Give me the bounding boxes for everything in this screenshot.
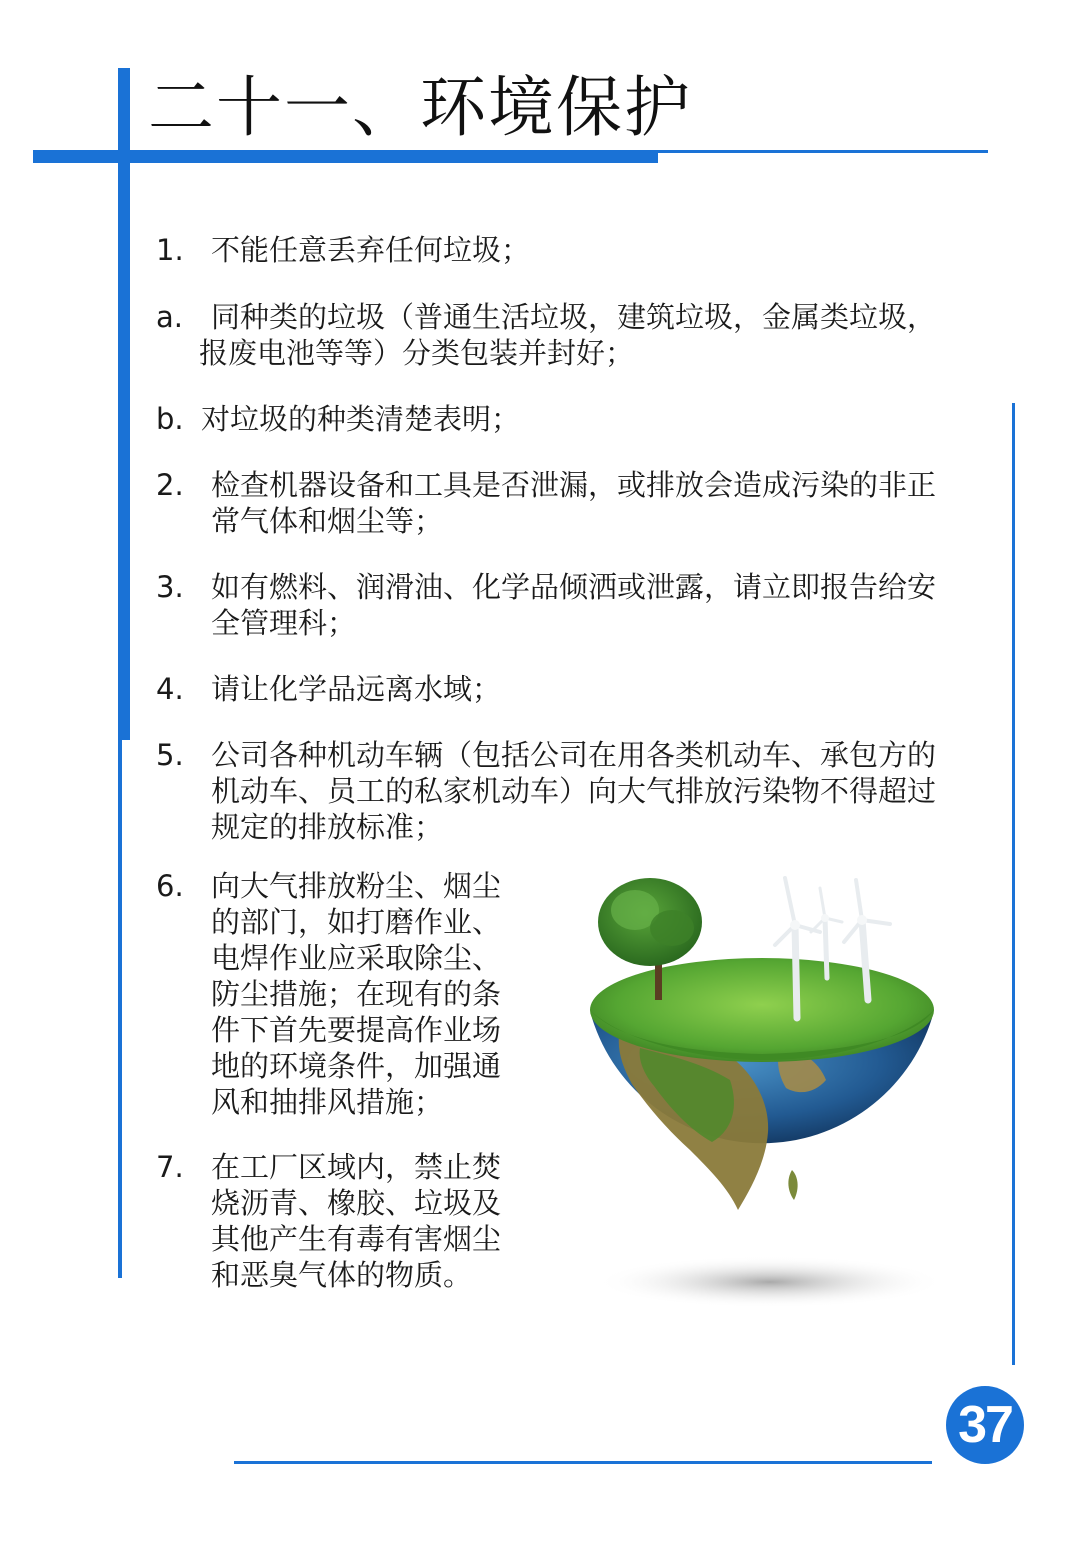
list-item <box>156 737 936 845</box>
item-text: 请让化学品远离水域； <box>211 672 502 706</box>
list-item <box>156 1149 516 1293</box>
item-text: 对垃圾的种类清楚表明； <box>201 402 521 436</box>
list-item <box>156 467 936 539</box>
right-vertical-line <box>1012 403 1015 1365</box>
grass-top <box>590 958 934 1062</box>
item-marker: a. <box>156 300 183 334</box>
tree-canopy-detail <box>650 910 694 946</box>
list-item <box>156 868 516 1120</box>
list-item <box>156 401 936 437</box>
list-item <box>156 299 941 371</box>
left-vertical-bar <box>118 68 130 740</box>
globe-shadow <box>595 1256 945 1308</box>
page-title: 二十一、环境保护 <box>148 69 692 146</box>
item-marker: 1. <box>156 233 184 267</box>
list-item <box>156 671 936 707</box>
item-text: 检查机器设备和工具是否泄漏，或排放会造成污染的非正常气体和烟尘等； <box>211 468 937 538</box>
bottom-horizontal-line <box>234 1461 932 1464</box>
item-text: 如有燃料、润滑油、化学品倾洒或泄露，请立即报告给安全管理科； <box>211 570 937 640</box>
item-marker: b. <box>156 402 184 436</box>
item-marker: 6. <box>156 869 184 903</box>
list-item <box>156 232 936 268</box>
item-marker: 2. <box>156 468 184 502</box>
item-marker: 3. <box>156 570 184 604</box>
item-text: 同种类的垃圾（普通生活垃圾，建筑垃圾，金属类垃圾，报废电池等等）分类包装并封好； <box>199 300 937 370</box>
item-text: 向大气排放粉尘、烟尘的部门，如打磨作业、电焊作业应采取除尘、防尘措施；在现有的条件下首先要提高作业场地的环境条件，加强通风和抽排风措施； <box>211 869 502 1119</box>
page-number-badge: 37 <box>946 1386 1024 1464</box>
item-marker: 5. <box>156 738 184 772</box>
item-marker: 4. <box>156 672 184 706</box>
header-underline-thin <box>658 150 988 153</box>
item-text: 不能任意丢弃任何垃圾； <box>211 233 531 267</box>
globe-illustration <box>580 870 960 1320</box>
header-underline-thick <box>33 150 658 163</box>
island-madagascar <box>788 1170 797 1200</box>
item-text: 公司各种机动车辆（包括公司在用各类机动车、承包方的机动车、员工的私家机动车）向大气排放污染物不得超过规定的排放标准； <box>211 738 937 844</box>
list-item <box>156 569 936 641</box>
item-marker: 7. <box>156 1150 184 1184</box>
left-vertical-line <box>118 740 122 1278</box>
item-text: 在工厂区域内，禁止焚烧沥青、橡胶、垃圾及其他产生有毒有害烟尘和恶臭气体的物质。 <box>211 1150 502 1292</box>
